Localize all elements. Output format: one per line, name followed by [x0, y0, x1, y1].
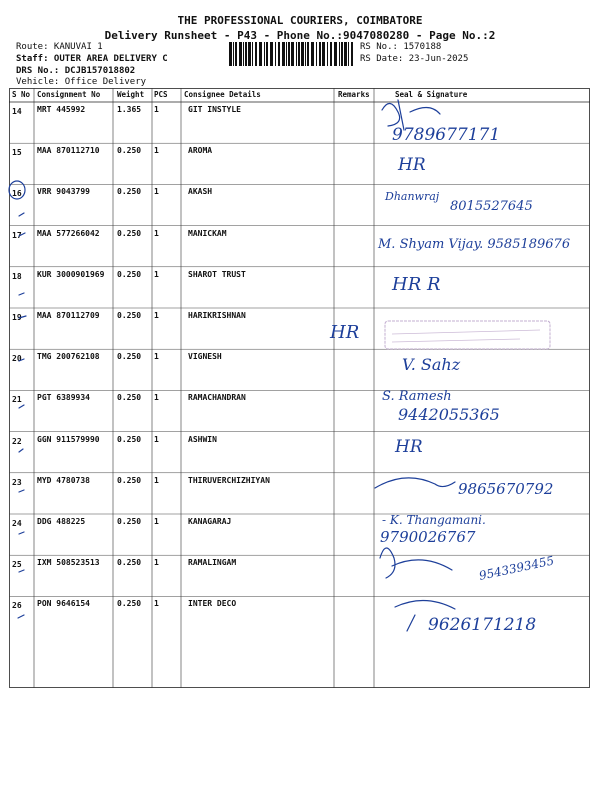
row-consignment: DDG 488225: [37, 517, 86, 526]
row-consignee: GIT INSTYLE: [188, 105, 241, 114]
row-sno: 26: [12, 601, 22, 611]
handwriting-row22: HR: [395, 437, 423, 457]
handwriting-row21-phone: 9442055365: [398, 405, 500, 424]
row-consignee: ASHWIN: [188, 434, 217, 444]
row-pcs: 1: [154, 269, 159, 279]
handwriting-row17: M. Shyam Vijay. 9585189676: [378, 237, 571, 252]
row-sno: 18: [12, 271, 22, 281]
rs-date: RS Date: 23-Jun-2025: [360, 54, 469, 64]
col-header-seal-signature: Seal & Signature: [395, 90, 468, 99]
row-sno: 20: [12, 354, 22, 364]
row-weight: 0.250: [117, 311, 142, 320]
col-header-sno: S No: [12, 90, 31, 99]
row-consignment: MAA 870112709: [37, 311, 100, 320]
row-sno: 15: [12, 148, 22, 158]
row-sno: 22: [12, 436, 22, 446]
row-weight: 0.250: [117, 228, 142, 238]
handwriting-row16-phone: 8015527645: [450, 199, 533, 214]
row-consignment: TMG 200762108: [37, 352, 100, 362]
row-weight: 0.250: [117, 599, 142, 609]
handwriting-row24-phone: 9790026767: [380, 528, 476, 546]
row-consignment: VRR 9043799: [37, 187, 90, 197]
row-consignee: THIRUVERCHIZHIYAN: [188, 475, 270, 485]
row-consignment: MAA 577266042: [37, 228, 100, 238]
row-consignee: AKASH: [188, 187, 213, 197]
row-pcs: 1: [154, 517, 159, 526]
row-pcs: 1: [154, 393, 159, 403]
col-header-pcs: PCS: [154, 90, 168, 99]
row-weight: 0.250: [117, 434, 142, 444]
row-consignment: MRT 445992: [37, 105, 86, 114]
rs-number: RS No.: 1570188: [360, 42, 442, 52]
row-consignee: AROMA: [188, 146, 213, 156]
row-consignee: RAMACHANDRAN: [188, 393, 246, 403]
row-sno: 25: [12, 560, 22, 570]
row-pcs: 1: [154, 558, 159, 568]
signature-scribble-row25-icon: [380, 548, 452, 578]
company-title: THE PROFESSIONAL COURIERS, COIMBATORE: [177, 14, 423, 27]
row-pcs: 1: [154, 352, 159, 362]
row-consignment: KUR 3000901969: [37, 269, 105, 279]
row-consignment: MYD 4780738: [37, 475, 90, 485]
row-consignment: PON 9646154: [37, 599, 90, 609]
row-sno: 24: [12, 519, 22, 528]
row-sno: 23: [12, 477, 22, 487]
staff-label: Staff: OUTER AREA DELIVERY C: [16, 54, 168, 64]
handwriting-row23: 9865670792: [458, 480, 554, 498]
row-consignee: KANAGARAJ: [188, 517, 232, 526]
row-consignee: INTER DECO: [188, 599, 237, 609]
handwriting-row25: 9543393455: [477, 553, 556, 583]
handwriting-row16-name: Dhanwraj: [385, 190, 440, 203]
row-weight: 0.250: [117, 475, 142, 485]
row-weight: 0.250: [117, 187, 142, 197]
drs-label: DRS No.: DCJB157018802: [16, 66, 136, 76]
row-pcs: 1: [154, 475, 159, 485]
row-consignee: HARIKRISHNAN: [188, 311, 246, 320]
row-pcs: 1: [154, 187, 159, 197]
row-pcs: 1: [154, 599, 159, 609]
runsheet-subtitle: Delivery Runsheet - P43 - Phone No.:9047080280 - Page No.:2: [104, 29, 496, 42]
row-pcs: 1: [154, 434, 159, 444]
handwriting-row18: HR R: [392, 274, 441, 295]
row-consignment: IXM 508523513: [37, 558, 100, 568]
row-sno: 17: [12, 230, 22, 240]
row-pcs: 1: [154, 105, 159, 114]
route-label: Route: KANUVAI 1: [16, 42, 103, 52]
handwriting-row20: V. Sahz: [402, 355, 461, 374]
row-weight: 0.250: [117, 352, 142, 362]
row-sno: 16: [12, 189, 22, 199]
row-pcs: 1: [154, 311, 159, 320]
row-weight: 0.250: [117, 517, 142, 526]
row-sno: 21: [12, 395, 22, 405]
handwriting-row14: 9789677171: [392, 125, 501, 145]
handwriting-row15: HR: [398, 155, 426, 175]
handwriting-row24-name: - K. Thangamani.: [382, 513, 486, 527]
row-weight: 1.365: [117, 105, 142, 114]
row-weight: 0.250: [117, 269, 142, 279]
handwriting-row19-remark: HR: [330, 322, 360, 343]
col-header-weight: Weight: [117, 90, 145, 99]
row-pcs: 1: [154, 228, 159, 238]
col-header-consignment: Consignment No: [37, 90, 101, 99]
row-consignee: RAMALINGAM: [188, 558, 237, 568]
row-sno: 19: [12, 313, 22, 322]
stamp-icon: [385, 321, 550, 349]
handwriting-row21-name: S. Ramesh: [382, 389, 452, 404]
circle-mark-row16-icon: [9, 181, 25, 199]
row-consignment: MAA 870112710: [37, 146, 100, 156]
vehicle-label: Vehicle: Office Delivery: [16, 77, 147, 87]
row-pcs: 1: [154, 146, 159, 156]
row-consignee: MANICKAM: [188, 228, 227, 238]
col-header-remarks: Remarks: [338, 90, 370, 99]
row-consignee: VIGNESH: [188, 352, 222, 362]
row-sno: 14: [12, 107, 22, 116]
row-weight: 0.250: [117, 393, 142, 403]
signature-scribble-row23-icon: [375, 478, 455, 488]
row-consignment: PGT 6389934: [37, 393, 90, 403]
row-consignment: GGN 911579990: [37, 434, 100, 444]
row-weight: 0.250: [117, 146, 142, 156]
row-consignee: SHAROT TRUST: [188, 269, 246, 279]
col-header-consignee: Consignee Details: [184, 90, 261, 99]
handwriting-row26: 9626171218: [428, 615, 537, 635]
row-weight: 0.250: [117, 558, 142, 568]
